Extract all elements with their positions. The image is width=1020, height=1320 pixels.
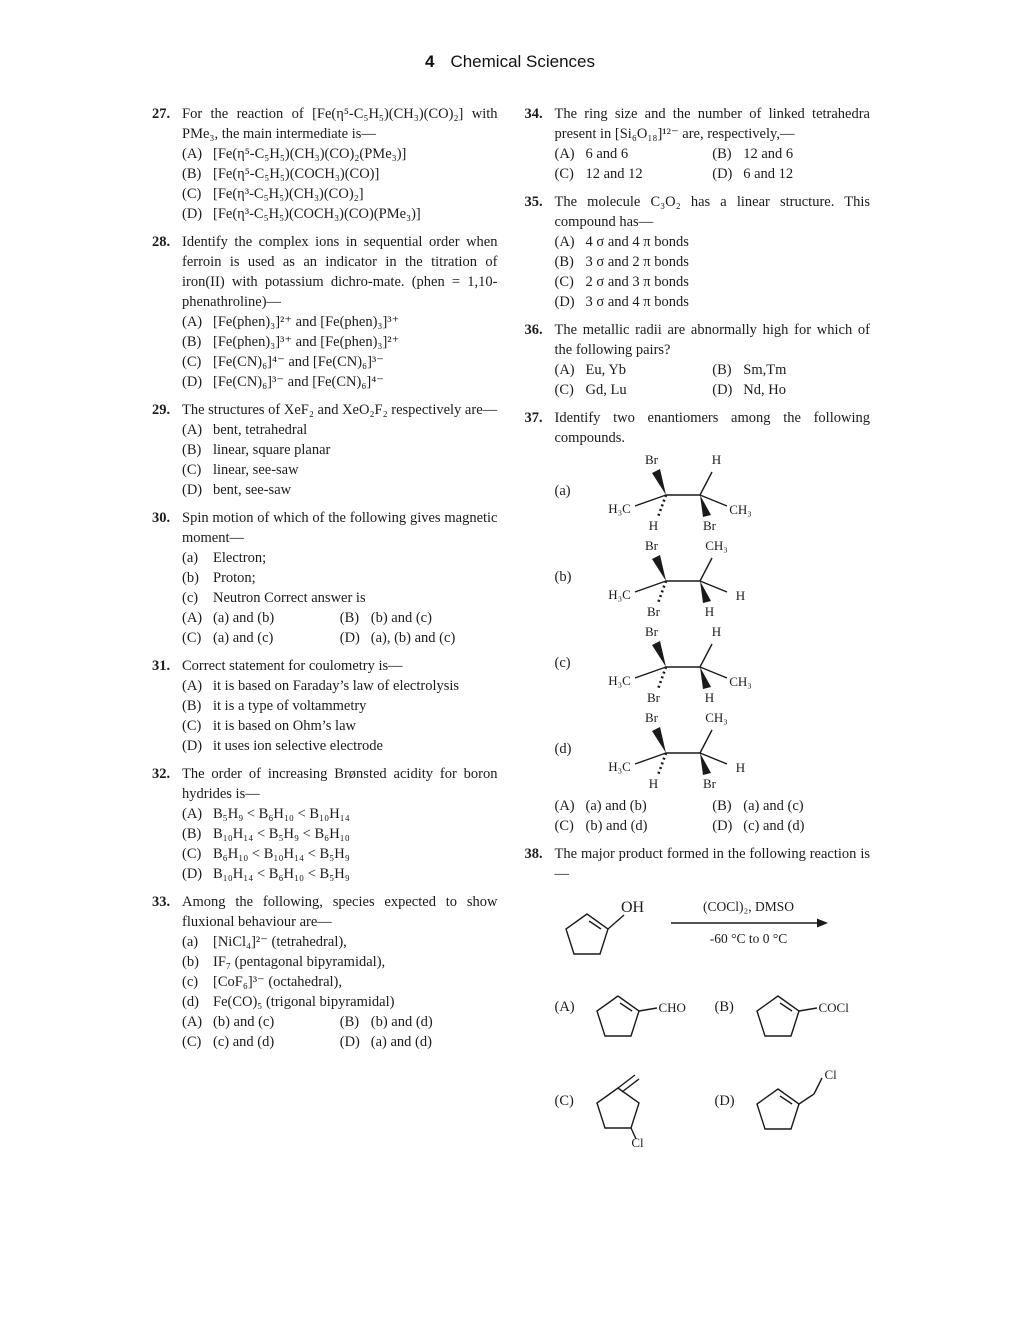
option-text: (c) and (d) bbox=[213, 1034, 275, 1050]
product-option-a bbox=[555, 970, 715, 1044]
bond-skeleton bbox=[608, 707, 758, 791]
option-label: (C) bbox=[182, 354, 202, 370]
option-label: (B) bbox=[339, 1014, 360, 1030]
option-label: (B) bbox=[712, 362, 732, 378]
substituent-label: Br bbox=[647, 690, 660, 705]
option-label: (C) bbox=[554, 274, 574, 290]
substituent-label: Cl bbox=[824, 1067, 837, 1082]
substituent-label: Br bbox=[645, 452, 658, 467]
reaction-conditions bbox=[669, 899, 829, 947]
question-number: 38. bbox=[524, 846, 543, 862]
question-number: 28. bbox=[152, 234, 171, 250]
question-38 bbox=[525, 844, 871, 1150]
question-31 bbox=[152, 656, 498, 756]
substituent-label: CH₃ bbox=[705, 710, 728, 725]
subitem-text: Electron; bbox=[213, 550, 267, 566]
question-number: 31. bbox=[152, 658, 171, 674]
option-text: 12 and 12 bbox=[585, 166, 643, 182]
option-c bbox=[555, 816, 713, 836]
option-b bbox=[712, 360, 870, 380]
left-column bbox=[152, 104, 498, 1158]
option-b bbox=[182, 332, 498, 352]
subitem-label: (c) bbox=[182, 590, 199, 606]
structure-label: (b) bbox=[554, 568, 572, 585]
option-b bbox=[340, 608, 498, 628]
option-label: (D) bbox=[712, 382, 733, 398]
substituent-label: H bbox=[704, 690, 715, 705]
option-label: (C) bbox=[554, 382, 574, 398]
option-a bbox=[182, 608, 340, 628]
option-a bbox=[182, 420, 498, 440]
option-label: (D) bbox=[339, 630, 360, 646]
molecule-structure-a bbox=[608, 449, 758, 533]
option-b bbox=[182, 440, 498, 460]
option-text: 6 and 6 bbox=[585, 146, 629, 162]
option-text: [Fe(phen)₃]²⁺ and [Fe(phen)₃]³⁺ bbox=[213, 314, 400, 330]
question-number: 27. bbox=[152, 106, 171, 122]
subitem-label: (a) bbox=[182, 550, 199, 566]
question-number: 35. bbox=[524, 194, 543, 210]
question-number: 29. bbox=[152, 402, 171, 418]
subitem-b bbox=[182, 568, 498, 588]
temperature-text: -60 °C to 0 °C bbox=[709, 931, 788, 946]
product-option-c bbox=[555, 1052, 715, 1150]
question-37 bbox=[525, 408, 871, 836]
option-b bbox=[182, 164, 498, 184]
option-label: (B) bbox=[714, 998, 734, 1015]
option-label: (C) bbox=[182, 186, 202, 202]
option-label: (D) bbox=[714, 1092, 735, 1109]
option-c bbox=[182, 460, 498, 480]
option-text: bent, tetrahedral bbox=[213, 422, 308, 438]
option-label: (C) bbox=[182, 462, 202, 478]
option-label: (D) bbox=[712, 166, 733, 182]
question-28 bbox=[152, 232, 498, 392]
right-column bbox=[525, 104, 871, 1158]
substituent-label: H₃C bbox=[608, 501, 631, 516]
question-text: The ring size and the number of linked tetrahedra present in [Si₆O₁₈]¹²⁻ are, respectively,— bbox=[554, 106, 870, 142]
question-text: The major product formed in the following reaction is— bbox=[554, 846, 870, 882]
option-label: (A) bbox=[182, 678, 203, 694]
option-text: [Fe(phen)₃]³⁺ and [Fe(phen)₃]²⁺ bbox=[213, 334, 400, 350]
option-d bbox=[712, 164, 870, 184]
subitem-text: Neutron Correct answer is bbox=[213, 590, 366, 606]
substituent-label: CH₃ bbox=[729, 674, 752, 689]
substituent-label: H bbox=[648, 518, 659, 533]
bond-skeleton bbox=[608, 621, 758, 705]
reagent-text: (COCl)₂, DMSO bbox=[703, 899, 794, 914]
option-text: 6 and 12 bbox=[743, 166, 794, 182]
option-text: [Fe(CN)₆]³⁻ and [Fe(CN)₆]⁴⁻ bbox=[213, 374, 384, 390]
option-text: [Fe(η³-C₅H₅)(CH₃)(CO)₂] bbox=[213, 186, 364, 202]
question-number: 34. bbox=[524, 106, 543, 122]
structure-c-row bbox=[555, 620, 871, 706]
option-a bbox=[182, 312, 498, 332]
option-text: Gd, Lu bbox=[585, 382, 627, 398]
question-29 bbox=[152, 400, 498, 500]
structure-label: (a) bbox=[554, 482, 571, 499]
product-option-d bbox=[715, 1052, 871, 1150]
option-b bbox=[182, 824, 498, 844]
question-text: The metallic radii are abnormally high for which of the following pairs? bbox=[554, 322, 870, 358]
molecule-structure-b bbox=[608, 535, 758, 619]
hydroxyl-label: OH bbox=[620, 899, 645, 916]
option-text: (a) and (c) bbox=[743, 798, 804, 814]
option-a bbox=[555, 360, 713, 380]
product-option-b bbox=[715, 970, 871, 1044]
option-label: (B) bbox=[182, 334, 202, 350]
molecule-structure-c bbox=[608, 621, 758, 705]
option-d bbox=[555, 292, 871, 312]
options-grid bbox=[555, 144, 871, 184]
option-d bbox=[340, 628, 498, 648]
question-text: The order of increasing Brønsted acidity for boron hydrides is— bbox=[182, 766, 498, 802]
question-number: 30. bbox=[152, 510, 171, 526]
question-30 bbox=[152, 508, 498, 648]
option-label: (D) bbox=[182, 738, 203, 754]
option-label: (D) bbox=[182, 482, 203, 498]
substituent-label: CH₃ bbox=[729, 502, 752, 517]
option-c bbox=[182, 1032, 340, 1052]
option-label: (D) bbox=[554, 294, 575, 310]
option-a bbox=[182, 144, 498, 164]
option-text: B₁₀H₁₄ < B₆H₁₀ < B₅H₉ bbox=[213, 866, 350, 882]
option-label: (A) bbox=[182, 806, 203, 822]
subitem-b bbox=[182, 952, 498, 972]
bond-skeleton bbox=[608, 535, 758, 619]
options-list bbox=[555, 232, 871, 312]
question-36 bbox=[525, 320, 871, 400]
question-35 bbox=[525, 192, 871, 312]
product-options bbox=[555, 970, 871, 1150]
subitem-text: IF₇ (pentagonal bipyramidal), bbox=[213, 954, 386, 970]
option-text: B₅H₉ < B₆H₁₀ < B₁₀H₁₄ bbox=[213, 806, 350, 822]
option-text: it is a type of voltammetry bbox=[213, 698, 367, 714]
bond-skeleton bbox=[608, 449, 758, 533]
option-label: (A) bbox=[182, 146, 203, 162]
option-a bbox=[182, 804, 498, 824]
option-b bbox=[712, 144, 870, 164]
option-label: (B) bbox=[182, 166, 202, 182]
substituent-label: H₃C bbox=[608, 673, 631, 688]
molecule-structure-d bbox=[608, 707, 758, 791]
option-text: (b) and (d) bbox=[370, 1014, 433, 1030]
option-c bbox=[182, 628, 340, 648]
question-text: Among the following, species expected to show fluxional behaviour are— bbox=[182, 894, 498, 930]
option-d bbox=[340, 1032, 498, 1052]
option-text: B₆H₁₀ < B₁₀H₁₄ < B₅H₉ bbox=[213, 846, 350, 862]
question-number: 36. bbox=[524, 322, 543, 338]
option-text: Eu, Yb bbox=[585, 362, 627, 378]
subitem-label: (a) bbox=[182, 934, 199, 950]
substituent-label: Br bbox=[647, 604, 660, 619]
option-a bbox=[555, 796, 713, 816]
options-list bbox=[182, 804, 498, 884]
option-a bbox=[555, 144, 713, 164]
option-label: (A) bbox=[554, 798, 575, 814]
question-33 bbox=[152, 892, 498, 1052]
option-text: it is based on Faraday’s law of electrolysis bbox=[213, 678, 460, 694]
option-text: 2 σ and 3 π bonds bbox=[585, 274, 689, 290]
option-label: (B) bbox=[182, 826, 202, 842]
two-column-layout bbox=[152, 104, 870, 1158]
option-text: 12 and 6 bbox=[743, 146, 794, 162]
reaction-arrow-icon bbox=[669, 917, 829, 929]
option-text: Sm,Tm bbox=[743, 362, 787, 378]
option-text: 3 σ and 4 π bonds bbox=[585, 294, 689, 310]
option-text: linear, square planar bbox=[213, 442, 331, 458]
question-32 bbox=[152, 764, 498, 884]
option-label: (B) bbox=[712, 798, 732, 814]
option-text: (a), (b) and (c) bbox=[370, 630, 456, 646]
structure-label: (c) bbox=[554, 654, 571, 671]
option-a bbox=[182, 676, 498, 696]
option-label: (C) bbox=[554, 166, 574, 182]
question-number: 33. bbox=[152, 894, 171, 910]
options-grid bbox=[555, 796, 871, 836]
subitem-text: Proton; bbox=[213, 570, 256, 586]
page-title: Chemical Sciences bbox=[450, 52, 596, 71]
substituent-label: H bbox=[711, 452, 722, 467]
subitem-label: (b) bbox=[182, 954, 199, 970]
option-text: (a) and (b) bbox=[585, 798, 647, 814]
option-text: it uses ion selective electrode bbox=[213, 738, 383, 754]
option-text: (c) and (d) bbox=[743, 818, 805, 834]
option-d bbox=[712, 816, 870, 836]
option-d bbox=[182, 480, 498, 500]
option-b bbox=[555, 252, 871, 272]
option-text: linear, see-saw bbox=[213, 462, 299, 478]
reactant-structure bbox=[555, 888, 655, 962]
option-label: (A) bbox=[182, 422, 203, 438]
option-label: (A) bbox=[554, 362, 575, 378]
product-structure-b bbox=[746, 970, 856, 1044]
product-structure-d bbox=[746, 1063, 846, 1139]
question-text: For the reaction of [Fe(η⁵-C₅H₅)(CH₃)(CO)₂] with PMe₃, the main intermediate is— bbox=[182, 106, 498, 142]
substituent-label: CHO bbox=[658, 1000, 686, 1015]
product-structure-c bbox=[586, 1052, 686, 1150]
substituent-label: COCl bbox=[818, 1000, 849, 1015]
page-header bbox=[0, 52, 1020, 72]
options-grid bbox=[182, 1012, 498, 1052]
option-b bbox=[340, 1012, 498, 1032]
question-text: The structures of XeF₂ and XeO₂F₂ respectively are— bbox=[182, 402, 498, 418]
option-label: (A) bbox=[182, 1014, 203, 1030]
question-27 bbox=[152, 104, 498, 224]
option-label: (D) bbox=[339, 1034, 360, 1050]
subitems-list bbox=[182, 932, 498, 1012]
option-label: (C) bbox=[554, 1092, 574, 1109]
question-text: Identify two enantiomers among the following compounds. bbox=[554, 410, 870, 446]
option-d bbox=[182, 204, 498, 224]
substituent-label: Br bbox=[703, 776, 716, 791]
option-label: (C) bbox=[182, 718, 202, 734]
subitem-d bbox=[182, 992, 498, 1012]
option-label: (A) bbox=[554, 998, 575, 1015]
option-d bbox=[182, 864, 498, 884]
option-d bbox=[712, 380, 870, 400]
question-text: Spin motion of which of the following gives magnetic moment— bbox=[182, 510, 498, 546]
option-label: (A) bbox=[182, 314, 203, 330]
option-text: 4 σ and 4 π bonds bbox=[585, 234, 689, 250]
option-label: (C) bbox=[182, 846, 202, 862]
question-number: 37. bbox=[524, 410, 543, 426]
option-label: (B) bbox=[712, 146, 732, 162]
subitem-text: [NiCl₄]²⁻ (tetrahedral), bbox=[213, 934, 347, 950]
structure-b-row bbox=[555, 534, 871, 620]
option-label: (D) bbox=[712, 818, 733, 834]
option-text: (b) and (c) bbox=[370, 610, 432, 626]
substituent-label: H₃C bbox=[608, 587, 631, 602]
option-c bbox=[182, 352, 498, 372]
subitem-c bbox=[182, 588, 498, 608]
substituent-label: Br bbox=[645, 624, 658, 639]
options-list bbox=[182, 144, 498, 224]
option-label: (B) bbox=[339, 610, 360, 626]
product-structure-a bbox=[586, 970, 696, 1044]
option-label: (C) bbox=[182, 630, 202, 646]
question-number: 32. bbox=[152, 766, 171, 782]
option-c bbox=[555, 380, 713, 400]
option-text: (a) and (d) bbox=[370, 1034, 432, 1050]
substituent-label: Cl bbox=[631, 1135, 644, 1150]
option-c bbox=[555, 164, 713, 184]
option-d bbox=[182, 736, 498, 756]
subitem-text: [CoF₆]³⁻ (octahedral), bbox=[213, 974, 342, 990]
substituent-label: Br bbox=[645, 538, 658, 553]
option-label: (C) bbox=[554, 818, 574, 834]
option-c bbox=[182, 184, 498, 204]
options-list bbox=[182, 420, 498, 500]
option-b bbox=[712, 796, 870, 816]
option-text: (b) and (d) bbox=[585, 818, 648, 834]
option-text: (a) and (b) bbox=[213, 610, 275, 626]
option-text: B₁₀H₁₄ < B₅H₉ < B₆H₁₀ bbox=[213, 826, 350, 842]
options-list bbox=[182, 312, 498, 392]
option-text: 3 σ and 2 π bonds bbox=[585, 254, 689, 270]
options-grid bbox=[182, 608, 498, 648]
option-text: [Fe(CN)₆]⁴⁻ and [Fe(CN)₆]³⁻ bbox=[213, 354, 384, 370]
option-label: (B) bbox=[554, 254, 574, 270]
page-number: 4 bbox=[424, 52, 435, 71]
option-text: (a) and (c) bbox=[213, 630, 274, 646]
option-label: (B) bbox=[182, 698, 202, 714]
option-text: [Fe(η⁵-C₅H₅)(CH₃)(CO)₂(PMe₃)] bbox=[213, 146, 407, 162]
substituent-label: H bbox=[704, 604, 715, 619]
question-text: The molecule C₃O₂ has a linear structure. This compound has— bbox=[554, 194, 870, 230]
options-grid bbox=[555, 360, 871, 400]
option-label: (C) bbox=[182, 1034, 202, 1050]
option-label: (D) bbox=[182, 866, 203, 882]
reaction-scheme bbox=[555, 888, 871, 962]
option-text: [Fe(η³-C₅H₅)(COCH₃)(CO)(PMe₃)] bbox=[213, 206, 421, 222]
structure-a-row bbox=[555, 448, 871, 534]
option-a bbox=[555, 232, 871, 252]
option-c bbox=[555, 272, 871, 292]
option-text: bent, see-saw bbox=[213, 482, 292, 498]
subitem-a bbox=[182, 932, 498, 952]
option-label: (A) bbox=[554, 234, 575, 250]
option-b bbox=[182, 696, 498, 716]
option-c bbox=[182, 844, 498, 864]
option-d bbox=[182, 372, 498, 392]
option-a bbox=[182, 1012, 340, 1032]
options-list bbox=[182, 676, 498, 756]
substituent-label: CH₃ bbox=[705, 538, 728, 553]
subitem-label: (d) bbox=[182, 994, 199, 1010]
structure-label: (d) bbox=[554, 740, 572, 757]
substituent-label: H bbox=[735, 760, 746, 775]
subitems-list bbox=[182, 548, 498, 608]
subitem-label: (c) bbox=[182, 974, 199, 990]
substituent-label: H bbox=[735, 588, 746, 603]
subitem-text: Fe(CO)₅ (trigonal bipyramidal) bbox=[213, 994, 395, 1010]
subitem-a bbox=[182, 548, 498, 568]
option-text: Nd, Ho bbox=[743, 382, 786, 398]
option-label: (B) bbox=[182, 442, 202, 458]
option-label: (D) bbox=[182, 206, 203, 222]
substituent-label: H bbox=[648, 776, 659, 791]
option-c bbox=[182, 716, 498, 736]
question-text: Correct statement for coulometry is— bbox=[182, 658, 403, 674]
option-label: (D) bbox=[182, 374, 203, 390]
option-text: [Fe(η⁵-C₅H₅)(COCH₃)(CO)] bbox=[213, 166, 380, 182]
question-34 bbox=[525, 104, 871, 184]
substituent-label: H bbox=[711, 624, 722, 639]
option-text: it is based on Ohm’s law bbox=[213, 718, 356, 734]
option-text: (b) and (c) bbox=[213, 1014, 275, 1030]
subitem-c bbox=[182, 972, 498, 992]
subitem-label: (b) bbox=[182, 570, 199, 586]
structure-d-row bbox=[555, 706, 871, 792]
substituent-label: Br bbox=[703, 518, 716, 533]
option-label: (A) bbox=[554, 146, 575, 162]
substituent-label: H₃C bbox=[608, 759, 631, 774]
question-text: Identify the complex ions in sequential order when ferroin is used as an indicator in the titration of iron(II) with potassium dichro-mate. (phen = 1,10-phenathroline)— bbox=[182, 234, 498, 310]
substituent-label: Br bbox=[645, 710, 658, 725]
option-label: (A) bbox=[182, 610, 203, 626]
